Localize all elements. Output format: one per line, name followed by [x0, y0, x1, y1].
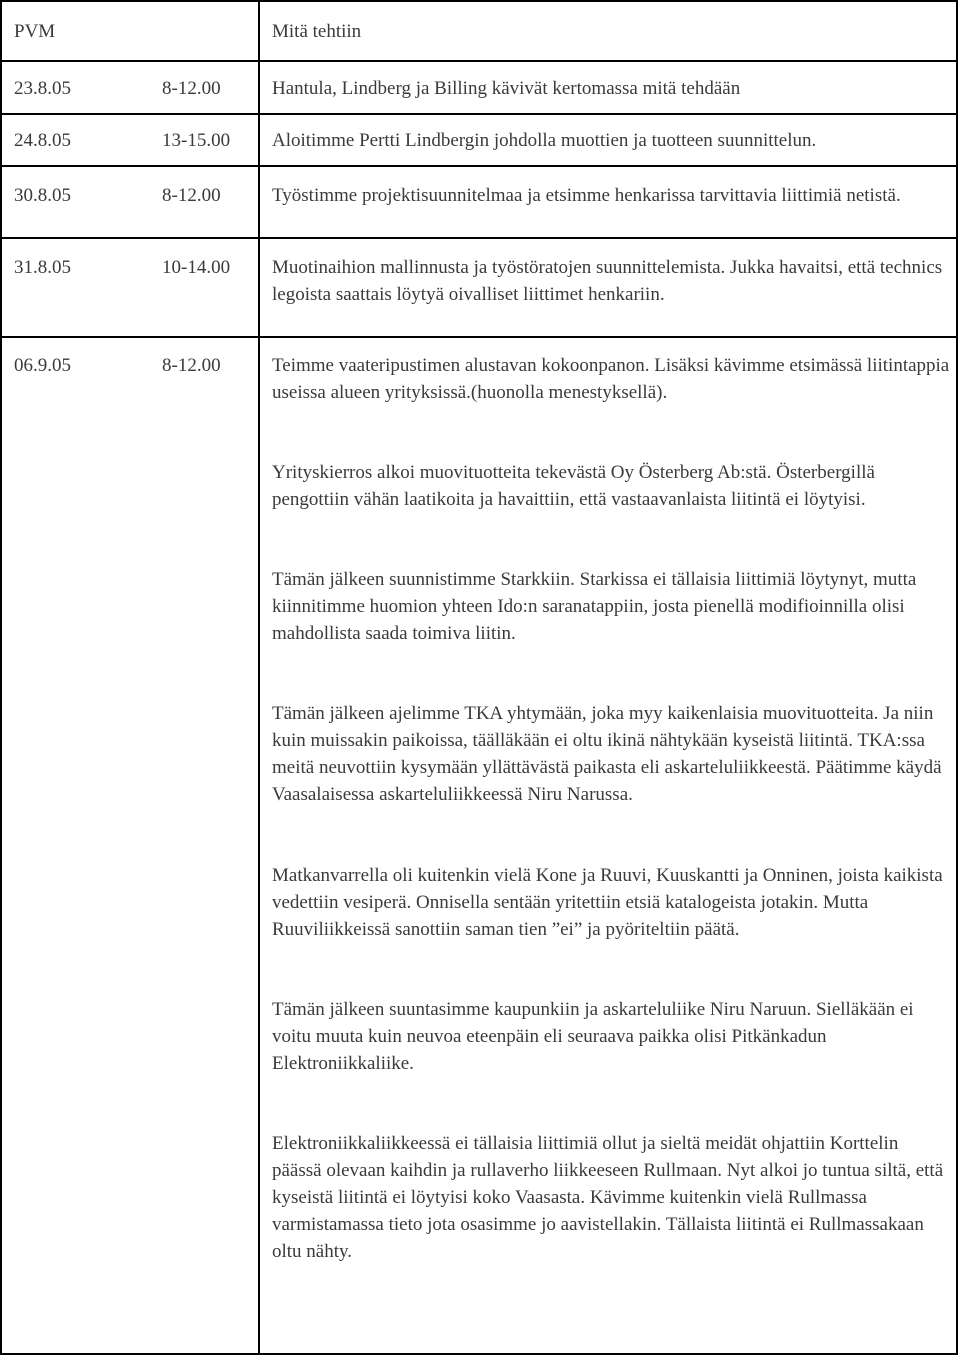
row-paragraph: Tämän jälkeen suunnistimme Starkkiin. Starkissa ei tällaisia liittimiä löytynyt, mutta kiinnitimme huomion yhteen Ido:n saranatappiin, josta pienellä modifioinnilla olisi mahdollista saada toimiva liitin. [272, 569, 917, 644]
row-date: 06.9.05 [14, 355, 71, 376]
table-row [1, 238, 957, 337]
table-row [1, 61, 957, 114]
row-paragraph: Elektroniikkaliikkeessä ei tällaisia liittimiä ollut ja sieltä meidät ohjattiin Korttelin päässä olevaan kaihdin ja rullaverho liikkeeseen Rullmaan. Nyt alkoi jo tuntua siltä, että kyseistä liitintä ei löytyisi koko Vaasasta. Kävimme kuitenkin vielä Rullmassa varmistamassa tieto jota osasimme jo aavistellakin. Tällaista liitintä ei Rullmassakaan oltu nähty. [272, 1133, 944, 1262]
table-row [1, 337, 957, 1354]
row-paragraph: Yrityskierros alkoi muovituotteita tekevästä Oy Österberg Ab:stä. Österbergillä pengottiin vähän laatikoita ja havaittiin, että vastaavanlaista liitintä ei löytyisi. [272, 462, 875, 510]
header-date: PVM [14, 21, 56, 42]
date-cell [1, 238, 259, 337]
table-row [1, 114, 957, 166]
date-cell [1, 337, 259, 1354]
header-desc: Mitä tehtiin [272, 21, 362, 42]
header-desc-cell [259, 1, 957, 61]
row-paragraph: Teimme vaateripustimen alustavan kokoonpanon. Lisäksi kävimme etsimässä liitintappia useissa alueen yrityksissä.(huonolla menestyksellä). [272, 355, 950, 403]
row-paragraph: Matkanvarrella oli kuitenkin vielä Kone ja Ruuvi, Kuuskantti ja Onninen, joista kaikista vedettiin vesiperä. Onnisella sentään yritettiin etsiä katalogeista jotakin. Mutta Ruuviliikkeissä sanottiin saman tien ”ei” ja pyöriteltiin päätä. [272, 865, 943, 940]
row-time: 8-12.00 [162, 78, 221, 99]
row-time: 13-15.00 [162, 130, 231, 151]
row-date: 23.8.05 [14, 78, 71, 99]
row-paragraph: Tämän jälkeen ajelimme TKA yhtymään, joka myy kaikenlaisia muovituotteita. Ja niin kuin muissakin paikoissa, täälläkään ei oltu ikinä nähtykään kyseistä liitintä. TKA:ssa meitä neuvottiin kysymään yllättävästä paikasta eli askarteluliikkeestä. Päätimme käydä Vaasalaisessa askarteluliikkeessä Niru Narussa. [272, 703, 942, 805]
desc-cell [259, 337, 957, 1354]
row-time: 8-12.00 [162, 355, 221, 376]
row-time: 8-12.00 [162, 185, 221, 206]
table-header-row [1, 1, 957, 61]
desc-cell [259, 61, 957, 114]
date-cell [1, 166, 259, 238]
row-date: 30.8.05 [14, 185, 71, 206]
row-text: Aloitimme Pertti Lindbergin johdolla muottien ja tuotteen suunnittelun. [272, 130, 817, 151]
date-cell [1, 114, 259, 166]
date-cell [1, 61, 259, 114]
row-text: Hantula, Lindberg ja Billing kävivät kertomassa mitä tehdään [272, 78, 741, 99]
table-row [1, 166, 957, 238]
desc-cell [259, 166, 957, 238]
row-date: 31.8.05 [14, 257, 71, 278]
row-text: Muotinaihion mallinnusta ja työstöratojen suunnittelemista. Jukka havaitsi, että technics legoista saattais löytyä oivalliset liittimet henkariin. [272, 257, 943, 305]
desc-cell [259, 238, 957, 337]
row-text: Työstimme projektisuunnitelmaa ja etsimme henkarissa tarvittavia liittimiä netistä. [272, 185, 901, 206]
row-date: 24.8.05 [14, 130, 71, 151]
header-date-cell [1, 1, 259, 61]
row-paragraph: Tämän jälkeen suuntasimme kaupunkiin ja askarteluliike Niru Naruun. Sielläkään ei voitu muuta kuin neuvoa eteenpäin eli seuraava paikka olisi Pitkänkadun Elektroniikkaliike. [272, 999, 914, 1074]
desc-cell [259, 114, 957, 166]
row-time: 10-14.00 [162, 257, 231, 278]
